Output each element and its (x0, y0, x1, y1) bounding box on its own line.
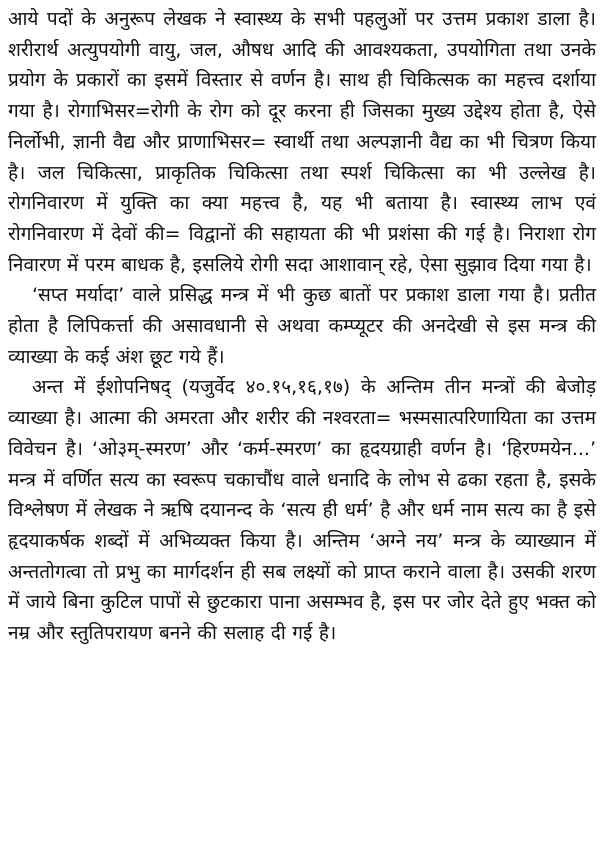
document-page (8, 4, 596, 649)
paragraph-sapta-maryada: ‘सप्त मर्यादा’ वाले प्रसिद्ध मन्त्र में भी कुछ बातों पर प्रकाश डाला गया है। प्रतीत होता है लिपिकर्त्ता की असावधानी से अथवा कम्प्यूटर की अनदेखी से इस मन्त्र की व्याख्या के कई अंश छूट गये हैं। (8, 284, 596, 368)
paragraph-ishopanishad: अन्त में ईशोपनिषद् (यजुर्वेद ४०.१५,१६,१७) के अन्तिम तीन मन्त्रों की बेजोड़ व्याख्या है। आत्मा की अमरता और शरीर की नश्वरता= भस्मसात्परिणायिता का उत्तम विवेचन है। ‘ओ३म्-स्मरण’ और ‘कर्म-स्मरण’ का हृदयग्राही वर्णन है। ‘हिरण्मयेन...’ मन्त्र में वर्णित सत्य का स्वरूप चकाचौंध वाले धनादि के लोभ से ढका रहता है, इसके विश्लेषण में लेखक ने ऋषि दयानन्द के ‘सत्य ही धर्म’ है और धर्म नाम सत्य का है इसे हृदयाकर्षक शब्दों में अभिव्यक्त किया है। अन्तिम ‘अग्ने नय’ मन्त्र के व्याख्यान में अन्ततोगत्वा तो प्रभु का मार्गदर्शन ही सब लक्ष्यों को प्राप्त कराने वाला है। उसकी शरण में जाये बिना कुटिल पापों से छुटकारा पाना असम्भव है, इस पर जोर देते हुए भक्त को नम्र और स्तुतिपरायण बनने की सलाह दी गई है। (8, 376, 596, 645)
paragraph-health-aspects: आये पदों के अनुरूप लेखक ने स्वास्थ्य के सभी पहलुओं पर उत्तम प्रकाश डाला है। शरीरार्थ अत्युपयोगी वायु, जल, औषध आदि की आवश्यकता, उपयोगिता तथा उनके प्रयोग के प्रकारों का इसमें विस्तार से वर्णन है। साथ ही चिकित्सक का महत्त्व दर्शाया गया है। रोगाभिसर=रोगी के रोग को दूर करना ही जिसका मुख्य उद्देश्य होता है, ऐसे निर्लोभी, ज्ञानी वैद्य और प्राणाभिसर= स्वार्थी तथा अल्पज्ञानी वैद्य का भी चित्रण किया है। जल चिकित्सा, प्राकृतिक चिकित्सा तथा स्पर्श चिकित्सा का भी उल्लेख है। रोगनिवारण में युक्ति का क्या महत्त्व है, यह भी बताया है। स्वास्थ्य लाभ एवं रोगनिवारण में देवों की= विद्वानों की सहायता की भी प्रशंसा की गई है। निराशा रोग निवारण में परम बाधक है, इसलिये रोगी सदा आशावान् रहे, ऐसा सुझाव दिया गया है। (8, 8, 596, 276)
